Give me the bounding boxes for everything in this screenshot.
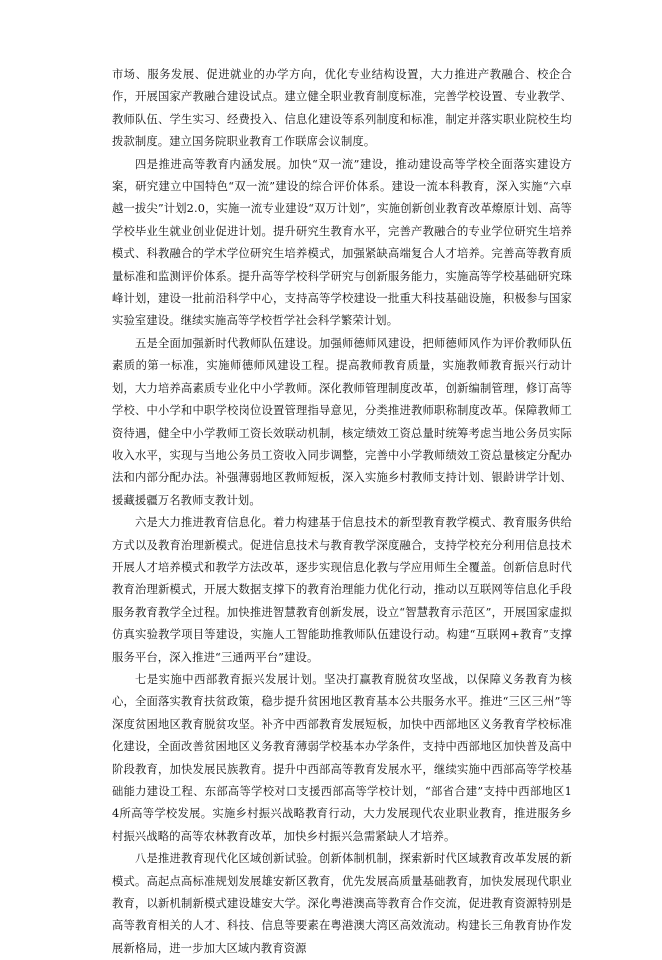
paragraph-central-western: 七是实施中西部教育振兴发展计划。坚决打赢教育脱贫攻坚战，以保障义务教育为核心，全面落实教育扶贫政策，稳步提升贫困地区教育基本公共服务水平。推进“三区三州”等深度贫困地区教育脱贫攻坚。补齐中西部教育发展短板，加快中西部地区义务教育学校标准化建设，全面改善贫困地区义务教育薄弱学校基本办学条件，支持中西部地区加快普及高中阶段教育，加快发展民族教育。提升中西部高等教育发展水平，继续实施中西部高等学校基础能力建设工程、东部高等学校对口支援西部高等学校计划，“部省合建”支持中西部地区14所高等学校发展。实施乡村振兴战略教育行动，大力发展现代农业职业教育，推进服务乡村振兴战略的高等农林教育改革，加快乡村振兴急需紧缺人才培养。 bbox=[112, 672, 572, 843]
paragraph-continuation: 市场、服务发展、促进就业的办学方向，优化专业结构设置，大力推进产教融合、校企合作，开展国家产教融合建设试点。建立健全职业教育制度标准，完善学校设置、专业教学、教师队伍、学生实习、经费投入、信息化建设等系列制度和标准，制定并落实职业院校生均拨款制度。建立国务院职业教育工作联席会议制度。 bbox=[112, 68, 572, 149]
paragraph-informatization: 六是大力推进教育信息化。着力构建基于信息技术的新型教育教学模式、教育服务供给方式以及教育治理新模式。促进信息技术与教育教学深度融合，支持学校充分利用信息技术开展人才培养模式和教学方法改革，逐步实现信息化教与学应用师生全覆盖。创新信息时代教育治理新模式，开展大数据支撑下的教育治理能力优化行动，推动以互联网等信息化手段服务教育教学全过程。加快推进智慧教育创新发展，设立“智慧教育示范区”，开展国家虚拟仿真实验教学项目等建设，实施人工智能助推教师队伍建设行动。构建“互联网+教育”支撑服务平台，深入推进“三通两平台”建设。 bbox=[112, 516, 572, 664]
paragraph-higher-education: 四是推进高等教育内涵发展。加快“双一流”建设，推动建设高等学校全面落实建设方案，研究建立中国特色“双一流”建设的综合评价体系。建设一流本科教育，深入实施“六卓越一拔尖”计划2.0，实施一流专业建设“双万计划”，实施创新创业教育改革燎原计划、高等学校毕业生就业创业促进计划。提升研究生教育水平，完善产教融合的专业学位研究生培养模式、科教融合的学术学位研究生培养模式，加强紧缺高端复合人才培养。完善高等教育质量标准和监测评价体系。提升高等学校科学研究与创新服务能力，实施高等学校基础研究珠峰计划，建设一批前沿科学中心，支持高等学校建设一批重大科技基础设施，积极参与国家实验室建设。继续实施高等学校哲学社会科学繁荣计划。 bbox=[112, 157, 572, 328]
document-body bbox=[112, 64, 572, 960]
paragraph-teacher-team: 五是全面加强新时代教师队伍建设。加强师德师风建设，把师德师风作为评价教师队伍素质的第一标准，实施师德师风建设工程。提高教师教育质量，实施教师教育振兴行动计划，大力培养高素质专业化中小学教师。深化教师管理制度改革，创新编制管理，修订高等学校、中小学和中职学校岗位设置管理指导意见，分类推进教师职称制度改革。保障教师工资待遇，健全中小学教师工资长效联动机制，核定绩效工资总量时统筹考虑当地公务员实际收入水平，实现与当地公务员工资收入同步调整，完善中小学教师绩效工资总量核定分配办法和内部分配办法。补强薄弱地区教师短板，深入实施乡村教师支持计划、银龄讲学计划、援藏援疆万名教师支教计划。 bbox=[112, 336, 572, 507]
paragraph-regional-innovation: 八是推进教育现代化区域创新试验。创新体制机制，探索新时代区域教育改革发展的新模式。高起点高标准规划发展雄安新区教育，优先发展高质量基础教育，加快发展现代职业教育，以新机制新模式建设雄安大学。深化粤港澳高等教育合作交流，促进教育资源特别是高等教育相关的人才、科技、信息等要素在粤港澳大湾区高效流动。构建长三角教育协作发展新格局，进一步加大区域内教育资源 bbox=[112, 852, 572, 955]
